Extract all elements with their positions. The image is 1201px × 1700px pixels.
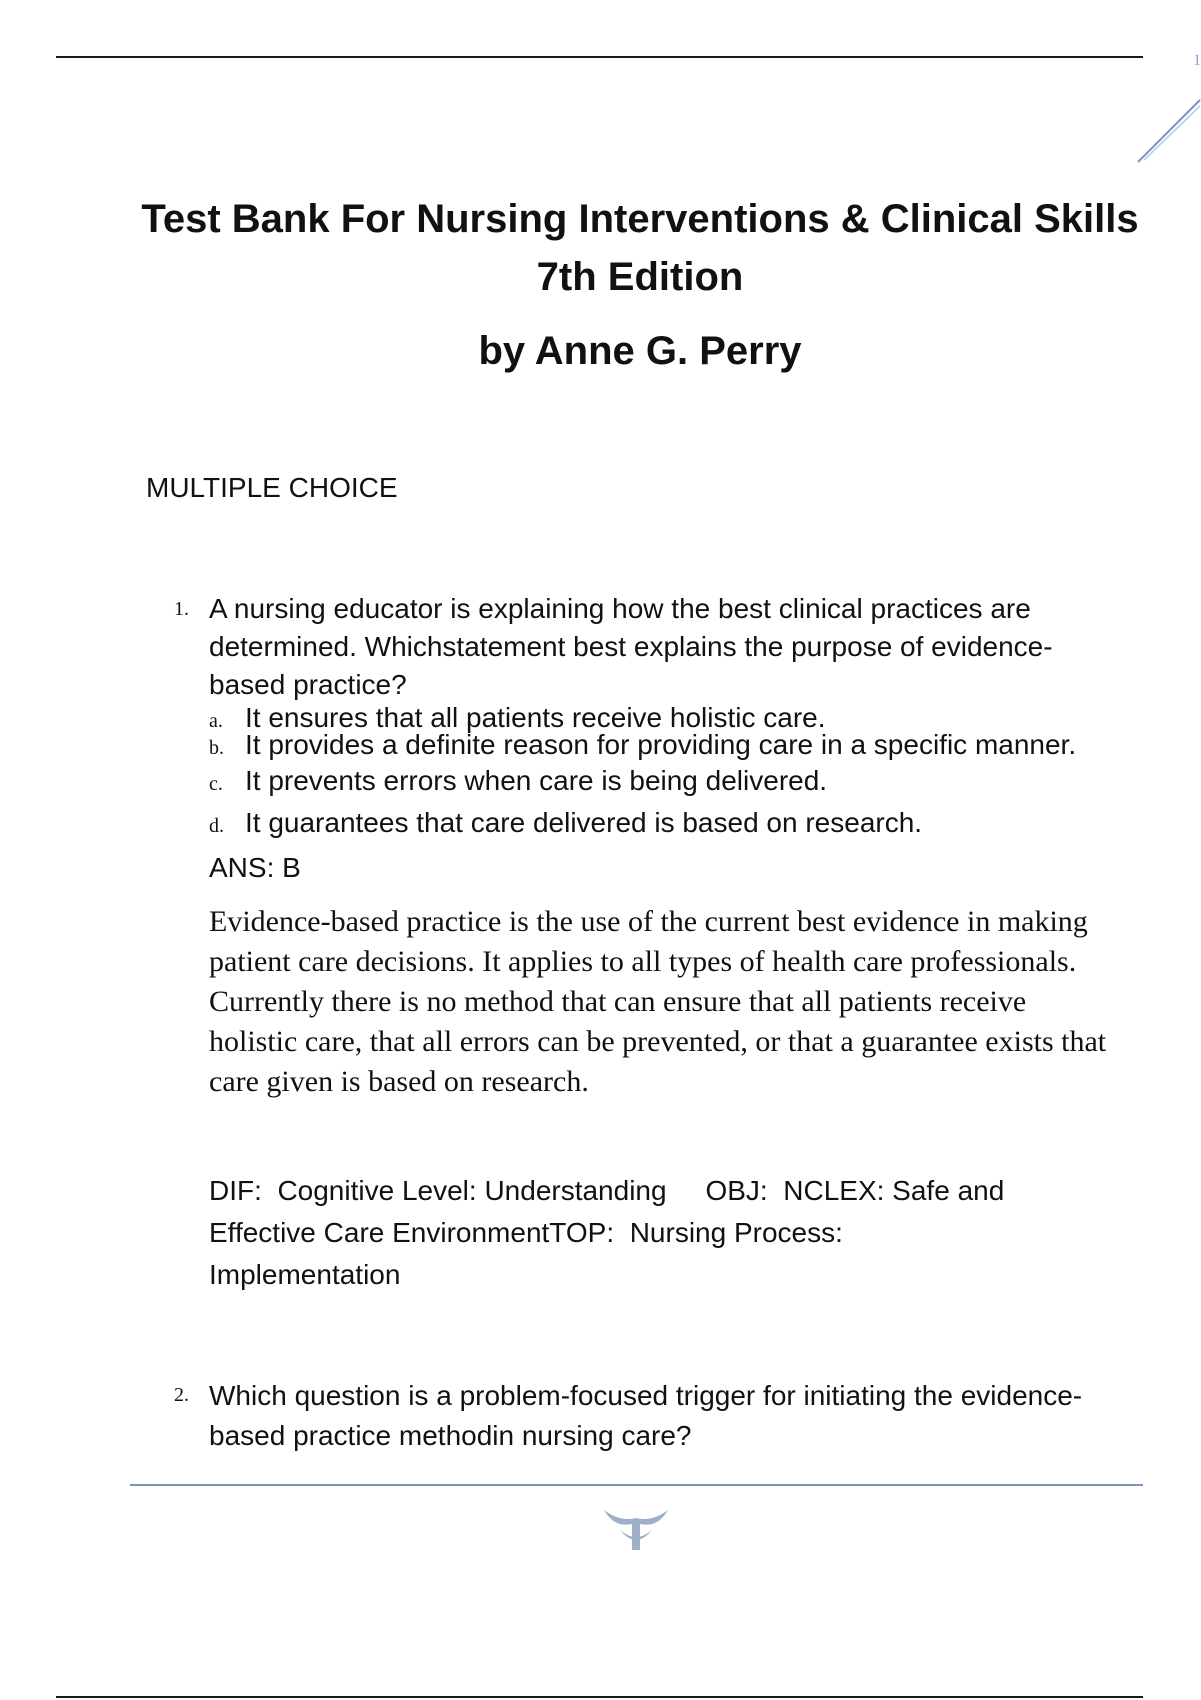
question-number: 2. [174,1384,189,1406]
option-letter: d. [209,815,224,837]
top-rule [56,56,1143,58]
question-number: 1. [174,598,189,620]
option-text: It guarantees that care delivered is based on research. [245,807,923,838]
question-stem: A nursing educator is explaining how the best clinical practices are determined. Whichstatement best explains the purpose of evidence-based practice? [209,593,1053,700]
option-letter: a. [209,710,223,732]
corner-decoration [1130,40,1200,170]
question-metadata: DIF: Cognitive Level: Understanding OBJ: NCLEX: Safe and Effective Care EnvironmentTOP: Nursing Process: Implementation [209,1175,1013,1290]
fleur-icon [596,1500,676,1556]
option-text: It prevents errors when care is being delivered. [245,765,828,796]
answer-key: ANS: B [209,852,301,883]
title-line-1: Test Bank For Nursing Interventions & Clinical Skills [141,197,1139,241]
option-text: It ensures that all patients receive holistic care. [245,702,826,733]
option-b [209,729,1076,764]
page-number: 1 [1193,52,1201,69]
title-line-2: 7th Edition [536,255,744,299]
answer-rationale: Evidence-based practice is the use of the current best evidence in making patient care decisions. It applies to all types of health care professionals. Currently there is no method that can ensure that all patients receive holistic care, that all errors can be prevented, or that a guarantee exists that care given is based on research. [209,905,1107,1098]
option-letter: c. [209,773,223,795]
section-heading: MULTIPLE CHOICE [146,472,398,503]
option-text: It provides a definite reason for providing care in a specific manner. [245,729,1077,760]
footer-rule [130,1484,1143,1486]
option-c [209,765,827,800]
option-letter: b. [209,737,224,759]
question-stem: Which question is a problem-focused trigger for initiating the evidence-based practice methodin nursing care? [209,1380,1083,1451]
document-title [130,190,1150,380]
bottom-rule [56,1696,1143,1698]
title-author: by Anne G. Perry [478,329,802,373]
option-d [209,807,922,842]
